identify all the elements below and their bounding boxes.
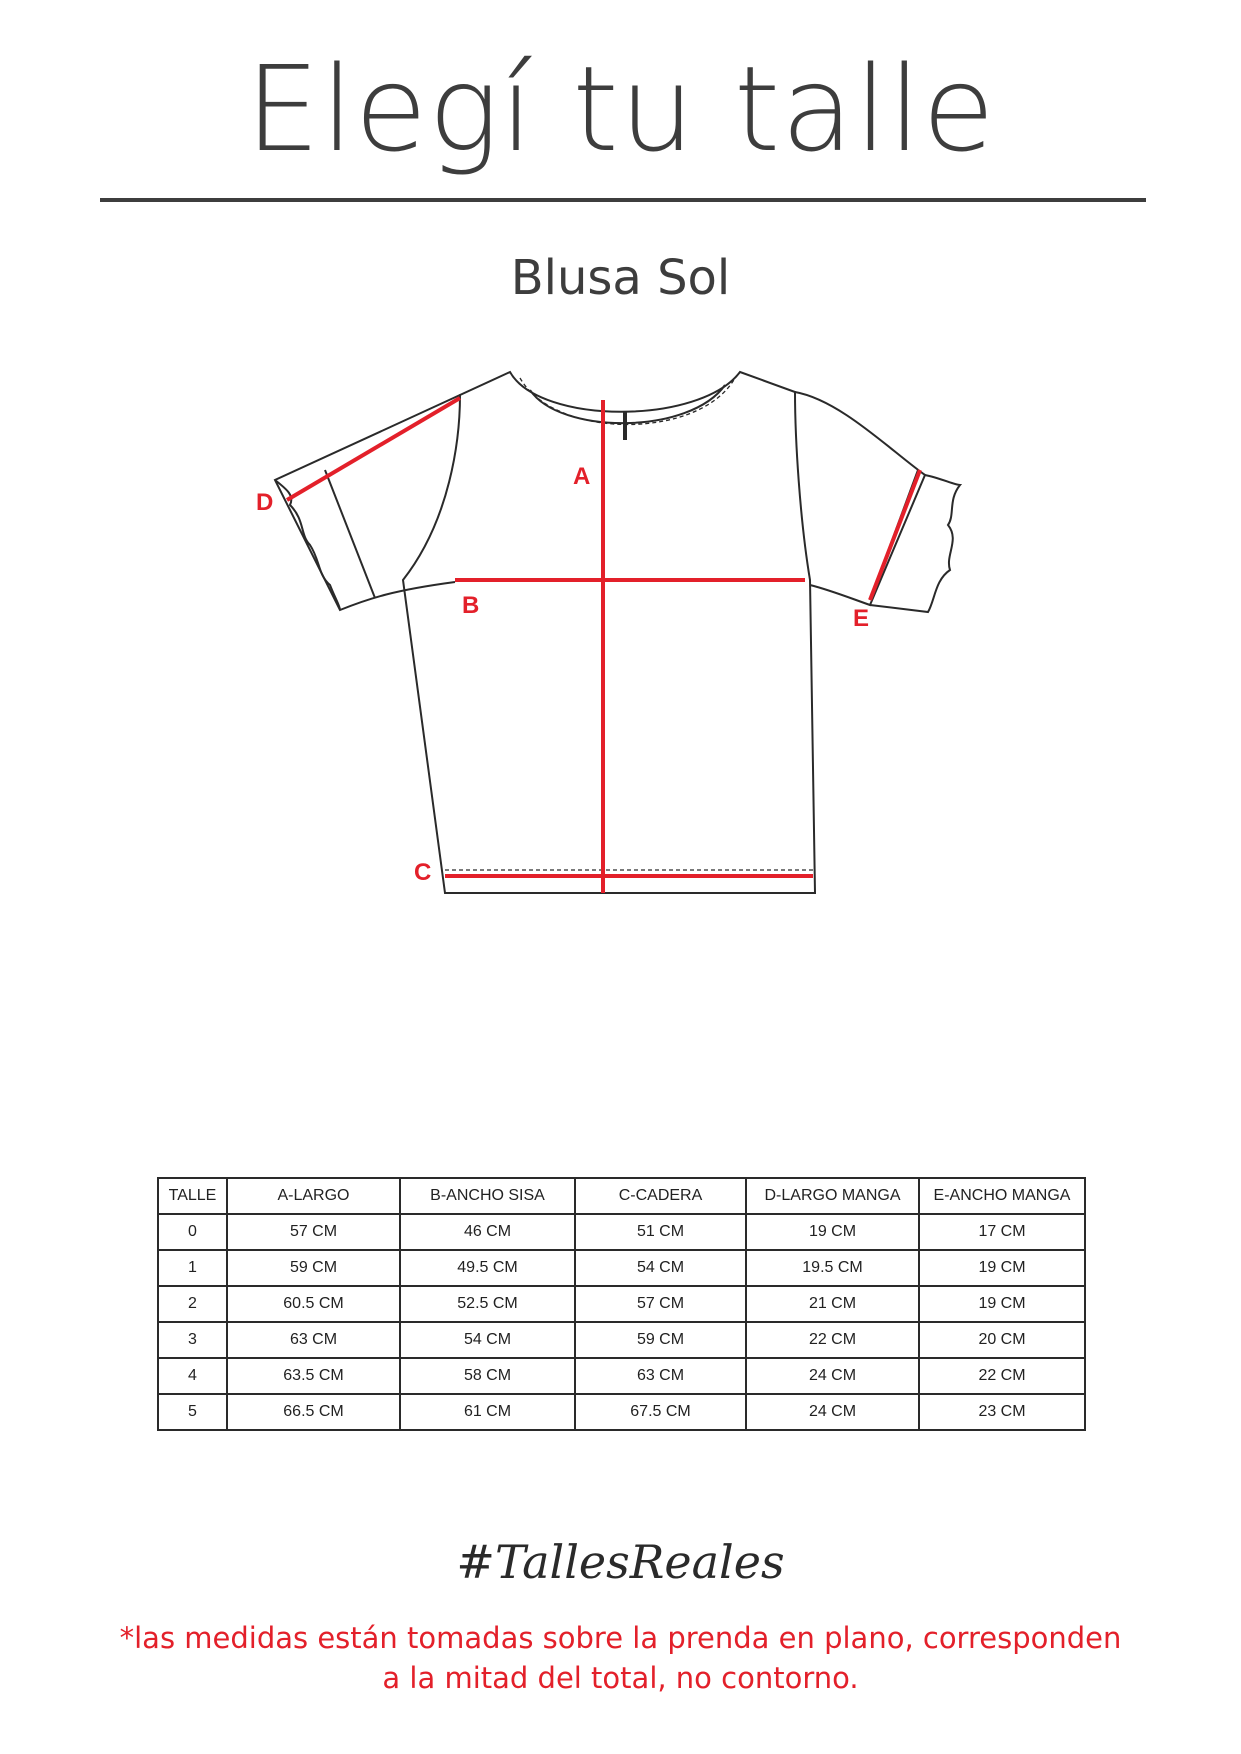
table-cell: 19 CM [746,1214,919,1250]
table-cell: 46 CM [400,1214,575,1250]
header-cadera: C-CADERA [575,1178,746,1214]
table-header-row [158,1178,1085,1214]
measure-lines [287,398,920,893]
header-ancho-manga: E-ANCHO MANGA [919,1178,1085,1214]
table-cell: 17 CM [919,1214,1085,1250]
table-cell: 24 CM [746,1394,919,1430]
table-cell: 19 CM [919,1250,1085,1286]
label-b: B [462,592,480,619]
table-cell: 20 CM [919,1322,1085,1358]
label-a: A [573,463,591,490]
table-cell: 1 [158,1250,227,1286]
measurement-note [40,1618,1201,1698]
table-cell: 66.5 CM [227,1394,400,1430]
note-line-2: a la mitad del total, no contorno. [382,1661,859,1695]
table-cell: 23 CM [919,1394,1085,1430]
table-cell: 52.5 CM [400,1286,575,1322]
table-cell: 2 [158,1286,227,1322]
table-row [158,1286,1085,1322]
size-table [157,1177,1086,1431]
header-largo: A-LARGO [227,1178,400,1214]
table-cell: 60.5 CM [227,1286,400,1322]
table-cell: 22 CM [746,1322,919,1358]
table-cell: 54 CM [575,1250,746,1286]
table-cell: 22 CM [919,1358,1085,1394]
table-cell: 63 CM [227,1322,400,1358]
table-cell: 61 CM [400,1394,575,1430]
table-cell: 54 CM [400,1322,575,1358]
header-largo-manga: D-LARGO MANGA [746,1178,919,1214]
label-c: C [414,859,432,886]
table-cell: 57 CM [227,1214,400,1250]
table-cell: 24 CM [746,1358,919,1394]
title-divider [100,198,1146,202]
label-e: E [853,605,870,632]
table-row [158,1322,1085,1358]
table-row [158,1214,1085,1250]
table-cell: 51 CM [575,1214,746,1250]
table-cell: 63 CM [575,1358,746,1394]
table-cell: 67.5 CM [575,1394,746,1430]
table-cell: 59 CM [227,1250,400,1286]
table-cell: 19.5 CM [746,1250,919,1286]
table-cell: 5 [158,1394,227,1430]
table-row [158,1250,1085,1286]
product-name: Blusa Sol [510,250,731,306]
measure-line-e [870,470,920,600]
label-d: D [256,489,274,516]
table-cell: 3 [158,1322,227,1358]
measure-line-d [287,398,460,500]
blouse-outline [275,372,960,893]
table-cell: 21 CM [746,1286,919,1322]
header-talle: TALLE [158,1178,227,1214]
table-row [158,1358,1085,1394]
table-cell: 49.5 CM [400,1250,575,1286]
table-cell: 19 CM [919,1286,1085,1322]
note-line-1: *las medidas están tomadas sobre la prenda en plano, corresponden [119,1621,1122,1655]
table-cell: 63.5 CM [227,1358,400,1394]
table-cell: 57 CM [575,1286,746,1322]
table-cell: 58 CM [400,1358,575,1394]
garment-diagram [250,360,1000,910]
page-title: Elegí tu talle [245,40,996,178]
hashtag-signature: #TallesReales [456,1535,785,1589]
header-ancho-sisa: B-ANCHO SISA [400,1178,575,1214]
table-row [158,1394,1085,1430]
table-cell: 0 [158,1214,227,1250]
table-cell: 59 CM [575,1322,746,1358]
table-cell: 4 [158,1358,227,1394]
